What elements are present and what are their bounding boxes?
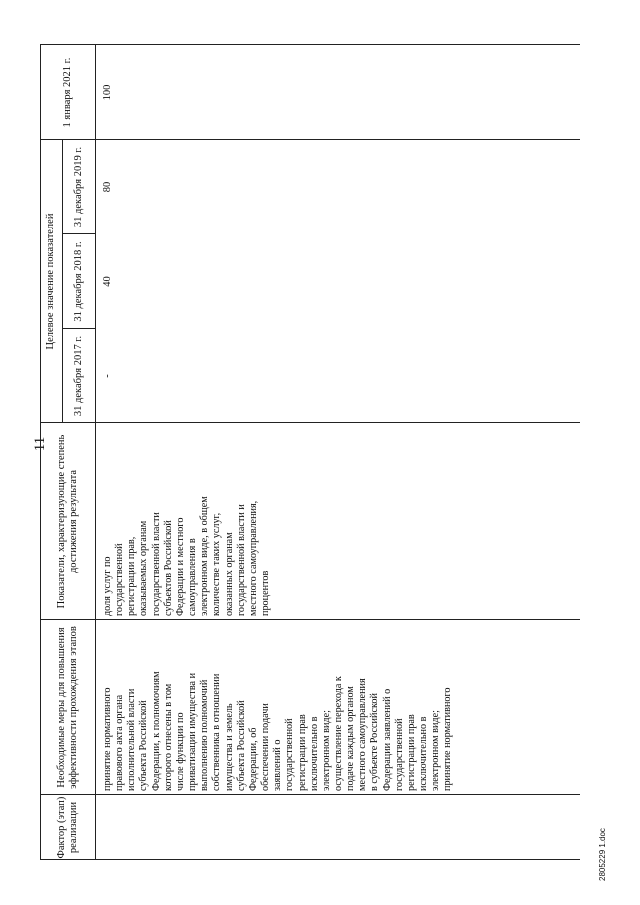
column-divider — [40, 139, 580, 140]
header-date-2019: 31 декабря 2019 г. — [72, 146, 84, 228]
column-divider — [40, 422, 580, 423]
header-target-group: Целевое значение показателей — [45, 213, 56, 350]
header-indicators: Показатели, характеризующие степень достижения результата — [55, 434, 79, 609]
value-2018: 40 — [102, 276, 113, 287]
header-measures: Необходимые меры для повышения эффективности прохождения этапов — [55, 626, 79, 789]
value-2017: - — [102, 374, 113, 378]
header-date-2017: 31 декабря 2017 г. — [72, 335, 84, 417]
column-divider — [40, 794, 580, 795]
header-bottom-line — [95, 45, 96, 860]
value-2021: 100 — [102, 84, 113, 101]
header-date-2021: 1 января 2021 г. — [61, 57, 73, 128]
header-factor: Фактор (этап) реализации — [55, 796, 79, 859]
column-divider — [40, 619, 580, 620]
target-indicators-table — [40, 45, 600, 860]
indicators-text: доля услуг по государственной регистрации прав, оказываемых органам государственной власти субъектов Российской Федерации и местного самоуправления в электронном виде, в общем количестве таких услуг, оказанных органам государственной власти и местного самоуправления, процентов — [102, 496, 272, 616]
header-date-2018: 31 декабря 2018 г. — [72, 241, 84, 322]
table-border-left — [40, 859, 580, 860]
value-2019: 80 — [102, 181, 113, 193]
page-number: 11 — [32, 436, 48, 452]
table-border-right — [40, 44, 580, 45]
measures-text: принятие нормативного правового акта органа исполнительной власти субъекта Российской Федерации, к полномочиям которого отнесены в том числе функции по приватизации имущества и выполнению полномочий собственника в отношении имущества и земель субъекта Российской Федерации, об обеспечении подачи заявлений о государственной регистрации прав исключительно в электронном виде; осуществление перехода к подаче каждым органом местного самоуправления в субъекте Российской Федерации заявлений о государственной регистрации прав исключительно в электронном виде; принятие нормативного — [102, 671, 454, 791]
document-id: 2805229 1.doc — [598, 828, 607, 881]
